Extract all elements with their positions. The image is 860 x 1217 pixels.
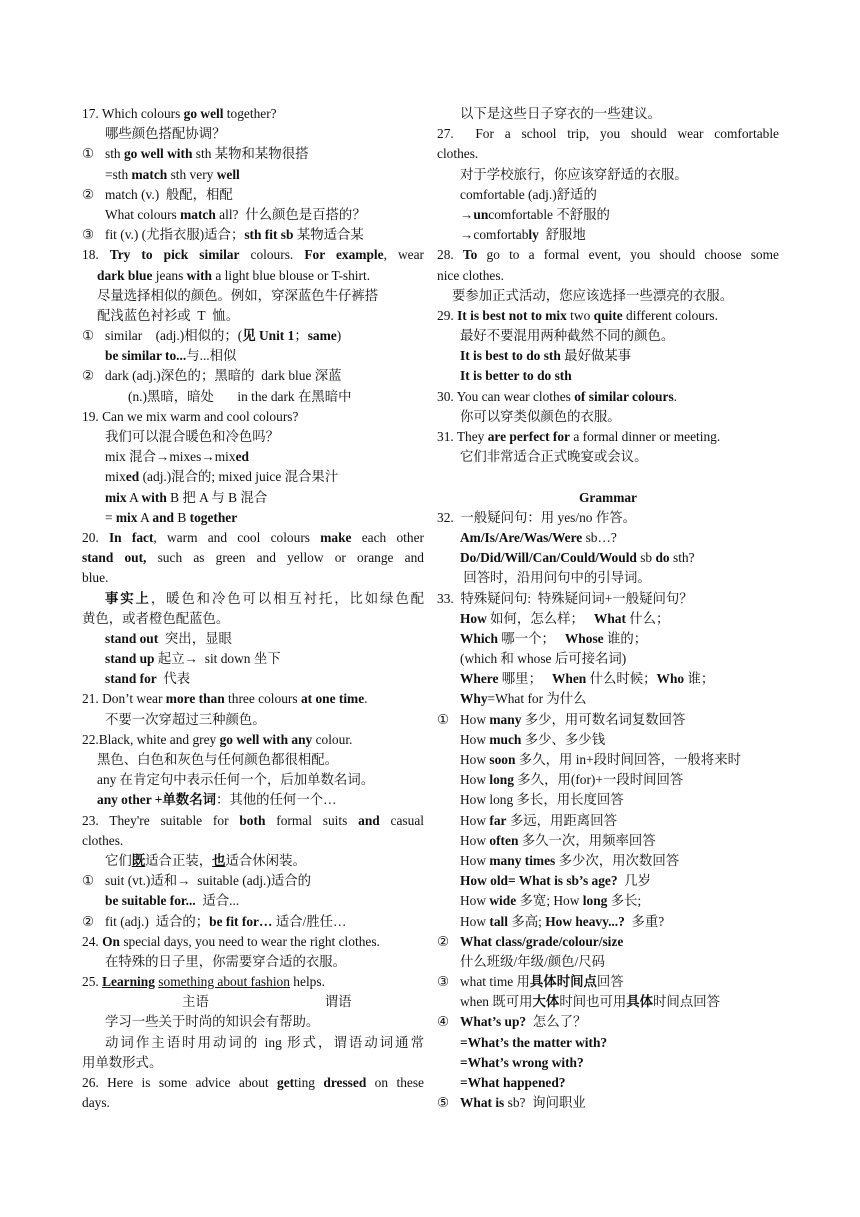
left-line-37: clothes. (82, 832, 124, 848)
right-line-41: How tall 多高; How heavy...? 多重? (460, 913, 665, 929)
right-line-44: ③ what time 用具体时间点回答 (437, 974, 624, 990)
right-line-13: It is best to do sth 最好做某事 (460, 348, 632, 364)
right-line-4: 对于学校旅行，你应该穿舒适的衣服。 (460, 166, 688, 182)
right-line-29: Where 哪里； When 什么时候；Who 谁； (460, 671, 715, 687)
left-line-50: days. (82, 1095, 110, 1111)
left-line-9: dark blue jeans with a light blue blouse or T-shirt. (97, 267, 371, 283)
right-line-17: 31. They are perfect for a formal dinner or meeting. (437, 429, 721, 444)
left-line-24: blue. (82, 570, 109, 586)
left-line-1: 17. Which colours go well together? (82, 106, 277, 121)
left-line-33: 黑色、白色和灰色与任何颜色都很相配。 (97, 752, 339, 767)
right-line-10: 要参加正式活动，您应该选择一些漂亮的衣服。 (452, 287, 734, 303)
right-line-43: 什么班级/年级/颜色/尺码 (460, 953, 606, 969)
left-line-6: What colours match all? 什么颜色是百搭的？ (105, 206, 366, 222)
right-line-37: How often 多久一次，用频率回答 (460, 832, 656, 848)
left-line-48: 用单数形式。 (82, 1054, 163, 1070)
right-line-35: How long 多长，用长度回答 (460, 792, 624, 808)
left-line-49: 26. Here is some advice about getting dressed on these (82, 1075, 424, 1090)
left-line-3: ① sth go well with sth 某物和某物很搭 (82, 146, 309, 162)
right-line-24: 回答时，沿用问句中的引导词。 (460, 570, 651, 586)
right-line-45: when 既可用大体时间也可用具体时间点回答 (460, 994, 720, 1010)
right-line-28: (which 和 whose 后可接名词) (460, 651, 627, 667)
right-line-33: How soon 多久，用 in+段时间回答，一般将来时 (460, 752, 741, 767)
left-line-4: =sth match sth very well (105, 166, 240, 182)
left-line-35: any other +单数名词：其他的任何一个… (97, 792, 337, 808)
right-line-3: clothes. (437, 146, 479, 162)
right-line-26: How 如何，怎么样； What 什么； (460, 610, 670, 626)
left-line-31: 不要一次穿超过三种颜色。 (105, 711, 266, 727)
left-line-7: ③ fit (v.) (尤指衣服)适合；sth fit sb 某物适合某 (82, 227, 364, 243)
left-line-38: 它们既适合正装，也适合休闲装。 (105, 852, 306, 868)
left-line-12: ① similar (adj.)相似的；(见 Unit 1；same) (82, 328, 342, 344)
left-line-27: stand out 突出，显眼 (105, 630, 232, 646)
right-line-32: How much 多少、多少钱 (460, 731, 606, 747)
left-line-2: 哪些颜色搭配协调？ (105, 126, 226, 142)
left-line-44: 25. Learning something about fashion helps. (82, 974, 325, 990)
right-line-8: 28. To go to a formal event, you should choose some (437, 247, 779, 263)
left-line-17: 我们可以混合暖色和冷色吗？ (105, 429, 280, 444)
right-line-9: nice clothes. (437, 267, 504, 283)
right-line-18: 它们非常适合正式晚宴或会议。 (460, 449, 648, 465)
right-line-27: Which 哪一个； Whose 谁的； (460, 630, 648, 646)
right-line-1: 以下是这些日子穿衣的一些建议。 (460, 106, 661, 121)
left-line-14: ② dark (adj.)深色的；黑暗的 dark blue 深蓝 (82, 368, 342, 384)
right-line-30: Why=What for 为什么 (460, 691, 587, 707)
right-line-46: ④ What’s up? 怎么了？ (437, 1014, 587, 1030)
right-line-25: 33. 特殊疑问句: 特殊疑问词+一般疑问句？ (437, 590, 693, 606)
right-line-38: How many times 多少次，用次数回答 (460, 852, 680, 868)
left-line-20: mix A with B 把 A 与 B 混合 (105, 489, 268, 505)
right-line-21: 32. 一般疑问句：用 yes/no 作答。 (437, 509, 636, 525)
left-line-8: 18. Try to pick similar colours. For example, wear (82, 247, 424, 263)
left-line-26: 黄色，或者橙色配蓝色。 (82, 610, 230, 626)
right-line-22: Am/Is/Are/Was/Were sb…? (460, 529, 617, 545)
left-line-28: stand up 起立→ sit down 坐下 (105, 651, 281, 667)
right-line-12: 最好不要混用两种截然不同的颜色。 (460, 328, 675, 344)
right-line-36: How far 多远，用距离回答 (460, 812, 617, 828)
right-line-14: It is better to do sth (460, 368, 572, 384)
left-line-40: be suitable for... 适合... (105, 893, 240, 909)
right-line-15: 30. You can wear clothes of similar colours. (437, 388, 678, 404)
right-line-47: =What’s the matter with? (460, 1034, 608, 1050)
left-line-34: any 在肯定句中表示任何一个，后加单数名词。 (97, 772, 375, 788)
left-line-29: stand for 代表 (105, 671, 191, 687)
left-line-46: 学习一些关于时尚的知识会有帮助。 (105, 1014, 320, 1030)
right-line-49: =What happened? (460, 1075, 566, 1090)
left-column (82, 104, 424, 1113)
right-line-2: 27. For a school trip, you should wear comfortable (437, 126, 779, 142)
left-line-16: 19. Can we mix warm and cool colours? (82, 408, 299, 424)
right-column (437, 104, 779, 1113)
right-line-11: 29. It is best not to mix two quite different colours. (437, 307, 718, 323)
left-line-43: 在特殊的日子里，你需要穿合适的衣服。 (105, 953, 347, 969)
left-line-19: mixed (adj.)混合的; mixed juice 混合果汁 (105, 469, 339, 485)
left-line-36: 23. They're suitable for both formal suits and casual (82, 812, 424, 828)
left-line-11: 配浅蓝色衬衫或 T 恤。 (97, 307, 240, 323)
left-line-41: ② fit (adj.) 适合的；be fit for… 适合/胜任… (82, 913, 347, 929)
right-line-6: →uncomfortable 不舒服的 (460, 206, 610, 222)
left-line-45: 主语 谓语 (182, 994, 352, 1010)
left-line-10: 尽量选择相似的颜色。例如，穿深蓝色牛仔裤搭 (97, 287, 379, 303)
left-line-15: (n.)黑暗，暗处 in the dark 在黑暗中 (128, 388, 352, 404)
left-line-21: = mix A and B together (105, 509, 238, 525)
right-line-42: ② What class/grade/colour/size (437, 933, 624, 949)
right-line-5: comfortable (adj.)舒适的 (460, 186, 597, 202)
right-line-19 (437, 467, 779, 487)
left-line-22: 20. In fact, warm and cool colours make each other (82, 529, 424, 545)
left-line-13: be similar to...与...相似 (105, 348, 237, 364)
left-line-39: ① suit (vt.)适和→ suitable (adj.)适合的 (82, 873, 312, 889)
right-line-16: 你可以穿类似颜色的衣服。 (460, 408, 621, 424)
right-line-20: Grammar (578, 489, 637, 505)
left-line-42: 24. On special days, you need to wear the right clothes. (82, 933, 380, 949)
right-line-34: How long 多久，用(for)+一段时间回答 (460, 772, 684, 788)
right-line-40: How wide 多宽; How long 多长; (460, 893, 642, 909)
left-line-23: stand out, such as green and yellow or orange and (82, 550, 425, 566)
right-line-23: Do/Did/Will/Can/Could/Would sb do sth? (460, 550, 695, 566)
left-line-25: 事实上，暖色和冷色可以相互衬托，比如绿色配 (105, 590, 425, 606)
right-line-31: ① How many 多少，用可数名词复数回答 (437, 711, 686, 727)
right-line-48: =What’s wrong with? (460, 1054, 584, 1070)
right-line-39: How old= What is sb’s age? 几岁 (460, 873, 652, 889)
left-line-32: 22.Black, white and grey go well with any colour. (82, 731, 353, 747)
right-line-50: ⑤ What is sb? 询问职业 (437, 1095, 586, 1111)
left-line-5: ② match (v.) 般配，相配 (82, 186, 233, 202)
right-line-7: →comfortably 舒服地 (460, 227, 586, 243)
left-line-18: mix 混合→mixes→mixed (105, 449, 249, 465)
left-line-30: 21. Don’t wear more than three colours at one time. (82, 691, 368, 707)
left-line-47: 动词作主语时用动词的 ing 形式，谓语动词通常 (105, 1034, 424, 1050)
